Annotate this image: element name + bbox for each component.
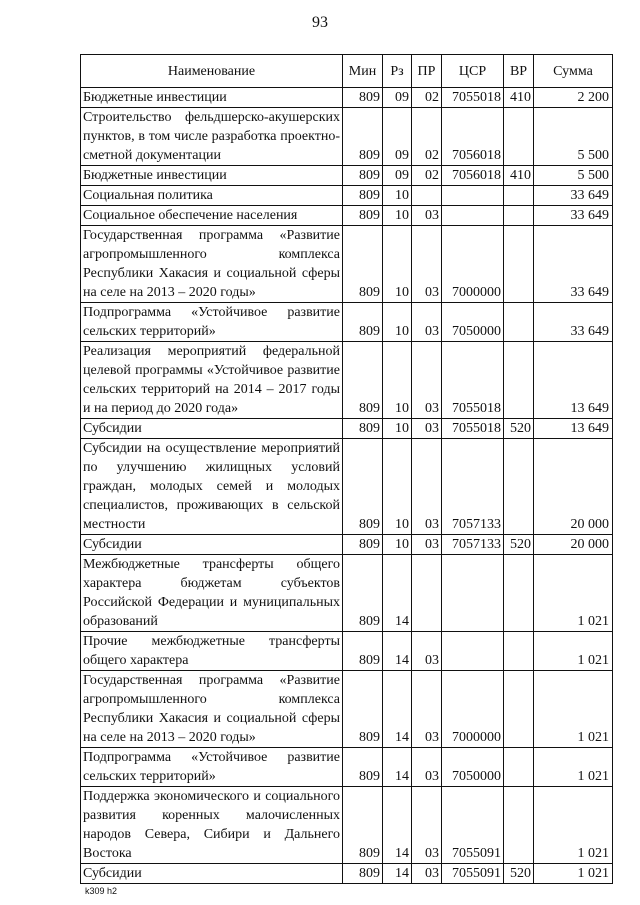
row-vr — [504, 555, 534, 632]
row-csr: 7000000 — [442, 671, 504, 748]
row-vr: 410 — [504, 88, 534, 108]
table-row — [81, 303, 613, 342]
row-csr — [442, 555, 504, 632]
row-min: 809 — [343, 108, 383, 166]
row-name: Государственная программа «Развитие агропромышленного комплекса Республики Хакасия и социальной сферы на селе на 2013 – 2020 годы» — [81, 671, 343, 748]
row-name: Субсидии — [81, 419, 343, 439]
row-min: 809 — [343, 206, 383, 226]
row-rz: 14 — [383, 671, 412, 748]
table-row — [81, 186, 613, 206]
table-row — [81, 342, 613, 419]
table-row — [81, 671, 613, 748]
row-csr — [442, 206, 504, 226]
row-sum: 33 649 — [534, 226, 613, 303]
table-row — [81, 108, 613, 166]
row-sum: 1 021 — [534, 787, 613, 864]
row-csr: 7050000 — [442, 303, 504, 342]
row-vr — [504, 226, 534, 303]
row-rz: 09 — [383, 166, 412, 186]
row-rz: 10 — [383, 186, 412, 206]
row-pr: 03 — [412, 226, 442, 303]
row-vr — [504, 206, 534, 226]
row-name: Реализация мероприятий федеральной целевой программы «Устойчивое развитие сельских территорий на 2014 – 2017 годы и на период до 2020 года» — [81, 342, 343, 419]
row-pr: 03 — [412, 748, 442, 787]
table-row — [81, 748, 613, 787]
row-csr: 7056018 — [442, 166, 504, 186]
row-name: Субсидии — [81, 864, 343, 884]
header-csr: ЦСР — [442, 55, 504, 88]
row-name: Строительство фельдшерско-акушерских пунктов, в том числе разработка проектно-сметной документации — [81, 108, 343, 166]
row-csr: 7055091 — [442, 864, 504, 884]
row-pr: 03 — [412, 787, 442, 864]
row-rz: 09 — [383, 108, 412, 166]
row-csr — [442, 632, 504, 671]
row-vr — [504, 186, 534, 206]
row-min: 809 — [343, 439, 383, 535]
row-name: Государственная программа «Развитие агропромышленного комплекса Республики Хакасия и социальной сферы на селе на 2013 – 2020 годы» — [81, 226, 343, 303]
row-sum: 13 649 — [534, 419, 613, 439]
row-min: 809 — [343, 166, 383, 186]
header-vr: ВР — [504, 55, 534, 88]
row-csr: 7055018 — [442, 88, 504, 108]
header-name: Наименование — [81, 55, 343, 88]
row-csr: 7055091 — [442, 787, 504, 864]
table-row — [81, 226, 613, 303]
row-name: Бюджетные инвестиции — [81, 88, 343, 108]
row-csr: 7000000 — [442, 226, 504, 303]
row-min: 809 — [343, 535, 383, 555]
row-min: 809 — [343, 632, 383, 671]
row-csr — [442, 186, 504, 206]
row-min: 809 — [343, 342, 383, 419]
row-name: Подпрограмма «Устойчивое развитие сельских территорий» — [81, 303, 343, 342]
row-sum: 5 500 — [534, 108, 613, 166]
row-pr: 03 — [412, 864, 442, 884]
row-vr: 520 — [504, 419, 534, 439]
row-pr: 03 — [412, 303, 442, 342]
row-vr — [504, 303, 534, 342]
row-pr: 03 — [412, 671, 442, 748]
table-row — [81, 535, 613, 555]
row-sum: 1 021 — [534, 632, 613, 671]
row-min: 809 — [343, 787, 383, 864]
row-pr: 03 — [412, 206, 442, 226]
row-sum: 13 649 — [534, 342, 613, 419]
row-min: 809 — [343, 303, 383, 342]
row-rz: 10 — [383, 439, 412, 535]
row-name: Субсидии на осуществление мероприятий по улучшению жилищных условий граждан, молодых семей и молодых специалистов, проживающих в сельской местности — [81, 439, 343, 535]
row-name: Прочие межбюджетные трансферты общего характера — [81, 632, 343, 671]
row-sum: 1 021 — [534, 748, 613, 787]
row-csr: 7057133 — [442, 535, 504, 555]
row-min: 809 — [343, 555, 383, 632]
row-vr — [504, 787, 534, 864]
header-rz: Рз — [383, 55, 412, 88]
row-vr: 410 — [504, 166, 534, 186]
row-pr: 03 — [412, 419, 442, 439]
table-row — [81, 206, 613, 226]
row-vr — [504, 671, 534, 748]
row-rz: 14 — [383, 864, 412, 884]
row-vr — [504, 439, 534, 535]
row-name: Субсидии — [81, 535, 343, 555]
row-vr — [504, 632, 534, 671]
row-rz: 14 — [383, 555, 412, 632]
row-pr: 03 — [412, 342, 442, 419]
page-number: 93 — [312, 14, 328, 31]
row-pr: 03 — [412, 535, 442, 555]
row-name: Социальная политика — [81, 186, 343, 206]
row-sum: 2 200 — [534, 88, 613, 108]
row-csr: 7050000 — [442, 748, 504, 787]
header-min: Мин — [343, 55, 383, 88]
row-min: 809 — [343, 419, 383, 439]
row-min: 809 — [343, 864, 383, 884]
row-sum: 1 021 — [534, 555, 613, 632]
row-vr — [504, 748, 534, 787]
row-name: Бюджетные инвестиции — [81, 166, 343, 186]
table-row — [81, 88, 613, 108]
row-min: 809 — [343, 748, 383, 787]
row-pr: 02 — [412, 166, 442, 186]
row-csr: 7055018 — [442, 419, 504, 439]
row-min: 809 — [343, 226, 383, 303]
table-row — [81, 864, 613, 884]
row-vr — [504, 108, 534, 166]
row-rz: 10 — [383, 206, 412, 226]
row-vr — [504, 342, 534, 419]
row-pr — [412, 555, 442, 632]
row-sum: 20 000 — [534, 535, 613, 555]
row-sum: 1 021 — [534, 864, 613, 884]
row-csr: 7055018 — [442, 342, 504, 419]
row-name: Социальное обеспечение населения — [81, 206, 343, 226]
row-name: Подпрограмма «Устойчивое развитие сельских территорий» — [81, 748, 343, 787]
header-pr: ПР — [412, 55, 442, 88]
row-csr: 7056018 — [442, 108, 504, 166]
row-min: 809 — [343, 88, 383, 108]
row-pr: 02 — [412, 108, 442, 166]
table-row — [81, 555, 613, 632]
row-min: 809 — [343, 671, 383, 748]
row-sum: 33 649 — [534, 186, 613, 206]
table-row — [81, 166, 613, 186]
header-sum: Сумма — [534, 55, 613, 88]
row-pr: 03 — [412, 439, 442, 535]
row-rz: 14 — [383, 632, 412, 671]
row-rz: 10 — [383, 419, 412, 439]
row-sum: 33 649 — [534, 206, 613, 226]
row-vr: 520 — [504, 864, 534, 884]
row-rz: 14 — [383, 748, 412, 787]
row-rz: 10 — [383, 342, 412, 419]
table-row — [81, 787, 613, 864]
row-name: Поддержка экономического и социального развития коренных малочисленных народов Севера, Сибири и Дальнего Востока — [81, 787, 343, 864]
row-csr: 7057133 — [442, 439, 504, 535]
row-sum: 1 021 — [534, 671, 613, 748]
budget-table — [80, 54, 613, 884]
row-name: Межбюджетные трансферты общего характера бюджетам субъектов Российской Федерации и муниципальных образований — [81, 555, 343, 632]
row-rz: 10 — [383, 535, 412, 555]
row-sum: 20 000 — [534, 439, 613, 535]
row-rz: 14 — [383, 787, 412, 864]
row-sum: 5 500 — [534, 166, 613, 186]
row-sum: 33 649 — [534, 303, 613, 342]
table-row — [81, 632, 613, 671]
table-row — [81, 439, 613, 535]
row-rz: 10 — [383, 303, 412, 342]
row-rz: 10 — [383, 226, 412, 303]
row-pr — [412, 186, 442, 206]
row-pr: 03 — [412, 632, 442, 671]
table-header-row — [81, 55, 613, 88]
row-pr: 02 — [412, 88, 442, 108]
row-vr: 520 — [504, 535, 534, 555]
row-min: 809 — [343, 186, 383, 206]
footer-code: k309 h2 — [85, 886, 118, 896]
table-row — [81, 419, 613, 439]
row-rz: 09 — [383, 88, 412, 108]
